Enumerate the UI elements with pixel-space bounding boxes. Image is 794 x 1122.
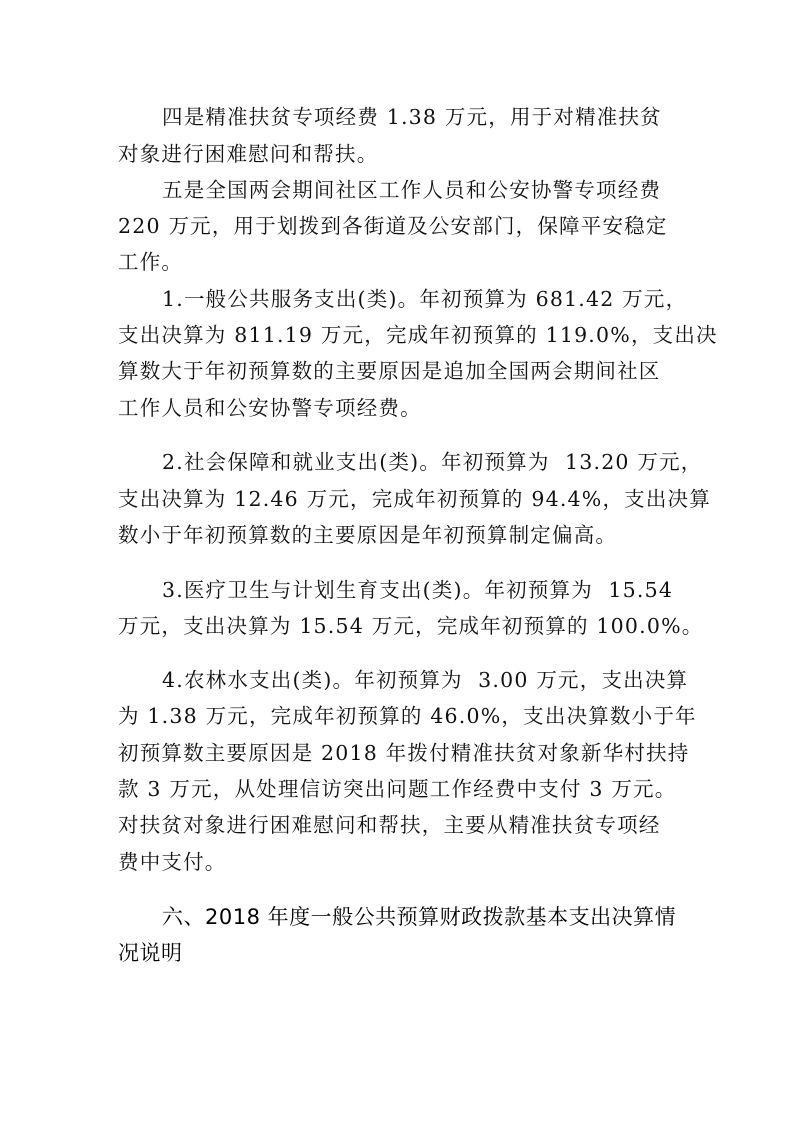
paragraph-4-line-3: 数小于年初预算数的主要原因是年初预算制定偏高。 bbox=[118, 523, 618, 547]
paragraph-5-line-1: 3.医疗卫生与计划生育支出(类)。年初预算为 15.54 bbox=[162, 578, 674, 602]
paragraph-3-line-3: 算数大于年初预算数的主要原因是追加全国两会期间社区 bbox=[118, 359, 661, 383]
paragraph-2-line-2: 220 万元，用于划拨到各街道及公安部门，保障平安稳定 bbox=[118, 214, 668, 238]
paragraph-2-line-3: 工作。 bbox=[118, 250, 184, 274]
paragraph-1-line-1: 四是精准扶贫专项经费 1.38 万元，用于对精准扶贫 bbox=[162, 105, 662, 129]
paragraph-6-line-2: 为 1.38 万元，完成年初预算的 46.0%，支出决算数小于年 bbox=[118, 704, 697, 728]
paragraph-5-line-2: 万元，支出决算为 15.54 万元，完成年初预算的 100.0%。 bbox=[118, 614, 704, 638]
paragraph-4-line-2: 支出决算为 12.46 万元，完成年初预算的 94.4%，支出决算 bbox=[118, 487, 711, 511]
paragraph-6-line-3: 初预算数主要原因是 2018 年拨付精准扶贫对象新华村扶持 bbox=[118, 741, 690, 765]
paragraph-3-line-2: 支出决算为 811.19 万元，完成年初预算的 119.0%，支出决 bbox=[118, 323, 718, 347]
section-heading-line-1: 六、2018 年度一般公共预算财政拨款基本支出决算情 bbox=[162, 905, 677, 929]
paragraph-3-line-4: 工作人员和公安协警专项经费。 bbox=[118, 396, 422, 420]
paragraph-2-line-1: 五是全国两会期间社区工作人员和公安协警专项经费 bbox=[162, 178, 662, 202]
paragraph-1-line-2: 对象进行困难慰问和帮扶。 bbox=[118, 142, 379, 166]
paragraph-6-line-6: 费中支付。 bbox=[118, 850, 227, 874]
paragraph-6-line-5: 对扶贫对象进行困难慰问和帮扶，主要从精准扶贫专项经 bbox=[118, 813, 661, 837]
paragraph-6-line-1: 4.农林水支出(类)。年初预算为 3.00 万元，支出决算 bbox=[162, 668, 689, 692]
section-heading-line-2: 况说明 bbox=[118, 941, 183, 965]
paragraph-6-line-4: 款 3 万元，从处理信访突出问题工作经费中支付 3 万元。 bbox=[118, 777, 677, 801]
paragraph-4-line-1: 2.社会保障和就业支出(类)。年初预算为 13.20 万元， bbox=[162, 450, 703, 474]
paragraph-3-line-1: 1.一般公共服务支出(类)。年初预算为 681.42 万元， bbox=[162, 287, 688, 311]
